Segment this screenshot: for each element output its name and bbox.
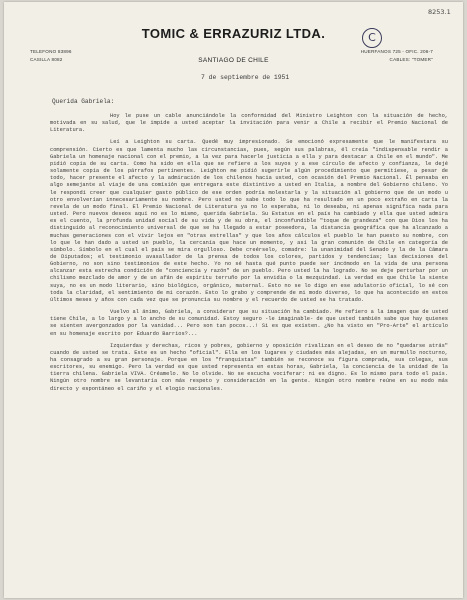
pobox-line: CASILLA 8082 (30, 57, 63, 62)
letter-paragraph-2: Leí a Leighton su carta. Quedé muy impresionado. Se emocionó expresamente que le manifestara su comprensión. Cierto es que lamenta mucho las circunstancias, pues, según sus palabras, él creía "indispensable rendir a Gabriela un homenaje nacional con el premio, a la vez para hacerle justicia a ella y para destacar a Chile en el mundo". Me pidió copia de su carta. Como ha sido en ella que se refiere a los suyos y a ese círculo de afecto y confianza, le dejé solamente copia de los párrafos pertinentes. Leighton me pidió sugerirle algún procedimiento que permitiese, a pesar de todo, hacer presente el afecto y la admiración de los chilenos hacia usted, con ocasión del Premio Nacional. Él pensaba en algo semejante al viaje de una comisión que entregara este distintivo a usted en Italia, a nombre del Gobierno chileno. Yo le respondí creer que cualquier gasto público de ese orden podría molestarla y la situación al gobierno que de un modo u otro envolverían innecesariamente su nombre. Pero usted no sabe todo lo que ha resultado en un poco extraño en carta la revela de un modo final. El Premio Nacional de Literatura ya no lo esperaba, ni lo deseaba, ni apenas significa nada para usted. Pero nuevos deseos aquí no es lo mismo, querida Gabriela. Su Estatus en el país ha cambiado y ella que usted admira es el cuento, la profunda unidad social de su vida y de su obra, el inconfundible "toque de grandeza" con que Dios los ha distinguido al reconocimiento universal de que se ha llegado a estar poseedora, la distancia geográfica que ha alcanzado a muchas generaciones con el vivir lejos en "otras estrellas" y que los años cálculos el pueblo le han puesto su nombre, con lo que le han dado a usted un pueblo, la cercanía que hace un momento, y así la gran comunión de Chile en categoría de símbolo. Símbolo en el cual el país se mira orgulloso. Debe creérselo, comadre: la unanimidad del Senado y la de la Cámara de Diputados; el testimonio avasallador de la prensa de todos los colores, partidos y tendencias; las decisiones del Gobierno, no son sino testimonios de este hecho. Yo no sé hasta qué punto puede ser incómodo en la vida de una persona alcanzar esta estrecha condición de "conciencia y razón" de un pueblo. Pero usted la ha logrado. No se deje perturbar por un chilismo mezclado de amor y de un afán de espíritu terruño por la envidia o la mezquindad. La verdad es que Chile la siente suya, no es un modo literario, sino biológico, orgánico, maternal. Esto no se lo digo en ese adulatorio oficial, lo sé con toda la claridad, el sentimiento de mi corazón. Esto lo grabo y comprende de mi modo diverso, lo que ha acontecido en estos últimos meses y años con cada vez que se pronuncia su nombre y el recuerdo de usted se ha tratado. (50, 139, 448, 303)
letter-paragraph-3: Vuelvo al ánimo, Gabriela, a considerar que su situación ha cambiado. Me refiero a la imagen que de usted tiene Chile, a lo largo y a lo ancho de su comunidad. Estoy seguro -le imaginable- de que usted también sabe que hay quienes se sienten avergonzados por la vanidad... Pero son tan pocos...! Si es que existen. ¿No ha visto en "Pro-Arte" el artículo en su homenaje escrito por Eduardo Barrios?... (50, 309, 448, 337)
archive-id-annotation: 8253.1 (428, 8, 451, 16)
cable-line: CABLES: "TOMER" (389, 57, 433, 62)
letter-body (50, 113, 448, 398)
letter-page (4, 2, 463, 598)
letter-paragraph-4: Izquierdas y derechas, ricos y pobres, gobierno y oposición rivalizan en el deseo de no "quedarse atrás" cuando de usted se trata. Este es un hecho "oficial". Ella en los lugares y ciudades más alejadas, en un murmullo nocturno, ha consagrado a su gran personaje. Porque en los "franquistas" también se reconoce su figura comprada, sus colegas, sus escritores, su enemigo. Pero la verdad es que usted representa en estas horas, Gabriela, la conciencia de la unidad de la tierra chilena. Gabriela VIVA. Créamelo. No lo olvide. No se escucha vociferar: ni es digno. Es lo mismo para todo el país. Ningún otro nombre se levantaría con más respeto y consideración en la gente. Ningún otro nombre reúne en su modo más directo y espontáneo el cariño y el elogio nacionales. (50, 342, 448, 392)
address-line: HUERFANOS 725 - OFIC. 206-7 (360, 49, 433, 54)
letter-date: 7 de septiembre de 1951 (201, 74, 290, 81)
letterhead-city: SANTIAGO DE CHILE (198, 57, 269, 64)
circled-letter-annotation: C (362, 28, 382, 48)
phone-line: TELEFONO 83896 (30, 49, 72, 54)
letter-paragraph-1: Hoy le puse un cable anunciándole la conformidad del Ministro Leighton con la situación de hecho, motivada en su salud, que le impide a usted aceptar la invitación para venir a Chile a recibir el Premio Nacional de Literatura. (50, 113, 448, 134)
company-name: TOMIC & ERRAZURIZ LTDA. (141, 26, 326, 41)
letter-greeting: Querida Gabriela: (52, 98, 115, 105)
